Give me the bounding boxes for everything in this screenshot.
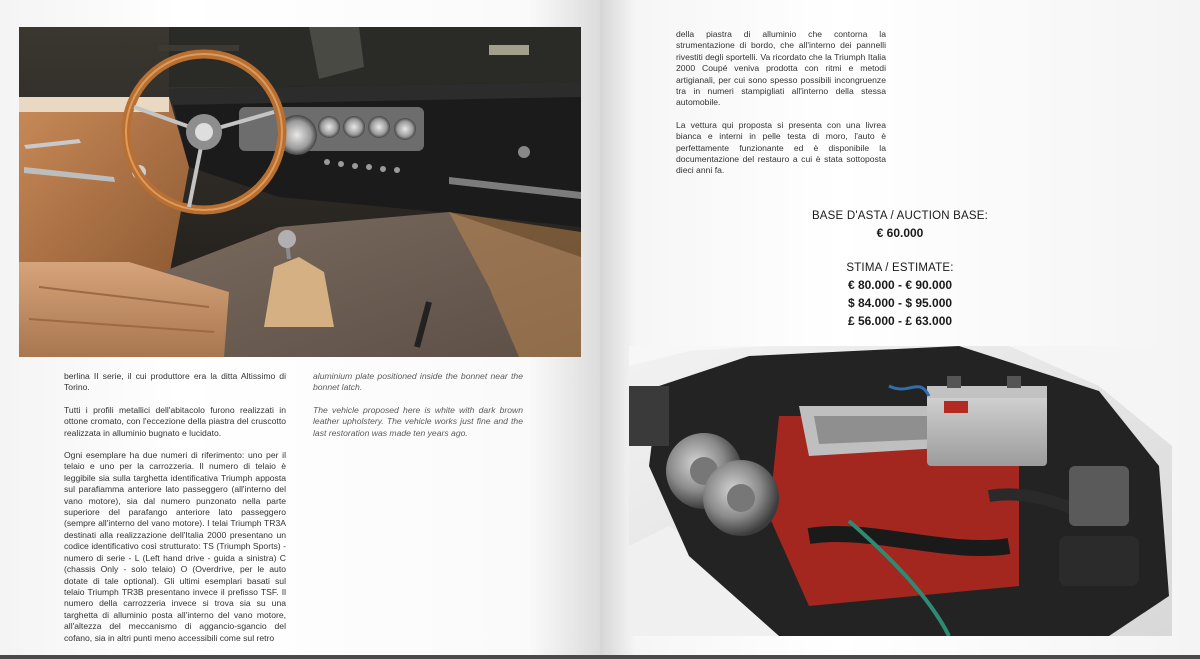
estimate-eur: € 80.000 - € 90.000 [847, 278, 953, 292]
auction-base-label: BASE D'ASTA / AUCTION BASE: [811, 210, 989, 222]
paragraph: della piastra di alluminio che contorna la strumentazione di bordo, che all'interno dei pannelli rivestiti degli sportelli. Va ricordato che la Triumph Italia 2000 Coupé veniva prodotta con ritmi e metodi artigianali, per cui sono spesso possibili incongruenze tra in numeri stampigliati all'interno della stessa automobile. [676, 29, 886, 108]
auction-base-block [800, 210, 1000, 242]
paragraph: La vettura qui proposta si presenta con una livrea bianca e interni in pelle testa di moro, l'auto è perfettamente funzionante ed è disponibile la documentazione del restauro a cui è stata sottoposta dieci anni fa. [676, 119, 886, 176]
interior-photo [19, 27, 581, 357]
paragraph: aluminium plate positioned inside the bonnet near the bonnet latch. [313, 371, 523, 393]
estimate-block [800, 262, 1000, 330]
left-column-italian [64, 371, 286, 655]
left-page [0, 0, 600, 655]
auction-base-value: € 60.000 [876, 226, 924, 240]
estimate-label: STIMA / ESTIMATE: [846, 262, 954, 274]
engine-photo [629, 346, 1172, 636]
paragraph: Ogni esemplare ha due numeri di riferimento: uno per il telaio e uno per la carrozzeria. Il numero di telaio è leggibile sia sulla targhetta identificativa Triumph apposta sul parafiamma anteriore lato passeggero (all'interno del vano motore), sia dal numero punzonato nella parte superiore del parafango anteriore lato passeggero (sempre all'interno del vano motore). I telai Triumph TR3A destinati alla realizzazione dell'Italia 2000 presentano un codice identificativo così strutturato: TS (Triumph Sports) - numero di serie - L (Left hand drive - guida a sinistra) C (chassis Only - solo telaio) O (Overdrive, per le auto dotate di tale optional). Gli ultimi esemplari basati sul telaio Triumph TR3B presentano invece il prefisso TSF. Il numero della carrozzeria invece si trova sia su una targhetta di alluminio posta all'interno del vano motore, all'altezza del meccanismo di aggancio-sgancio del cofano, sia in altri punti meno accessibili come sul retro [64, 450, 286, 643]
paragraph: berlina II serie, il cui produttore era la ditta Altissimo di Torino. [64, 371, 286, 393]
estimate-gbp: £ 56.000 - £ 63.000 [847, 314, 953, 328]
left-column-english [313, 371, 523, 450]
paragraph: The vehicle proposed here is white with dark brown leather upholstery. The vehicle works just fine and the last restoration was made ten years ago. [313, 404, 523, 438]
right-column-italian [676, 29, 886, 188]
bottom-bar [0, 655, 1200, 659]
estimate-usd: $ 84.000 - $ 95.000 [847, 296, 953, 310]
paragraph: Tutti i profili metallici dell'abitacolo furono realizzati in ottone cromato, con l'eccezione della piastra del cruscotto realizzata in alluminio bugnato e lucidato. [64, 404, 286, 438]
